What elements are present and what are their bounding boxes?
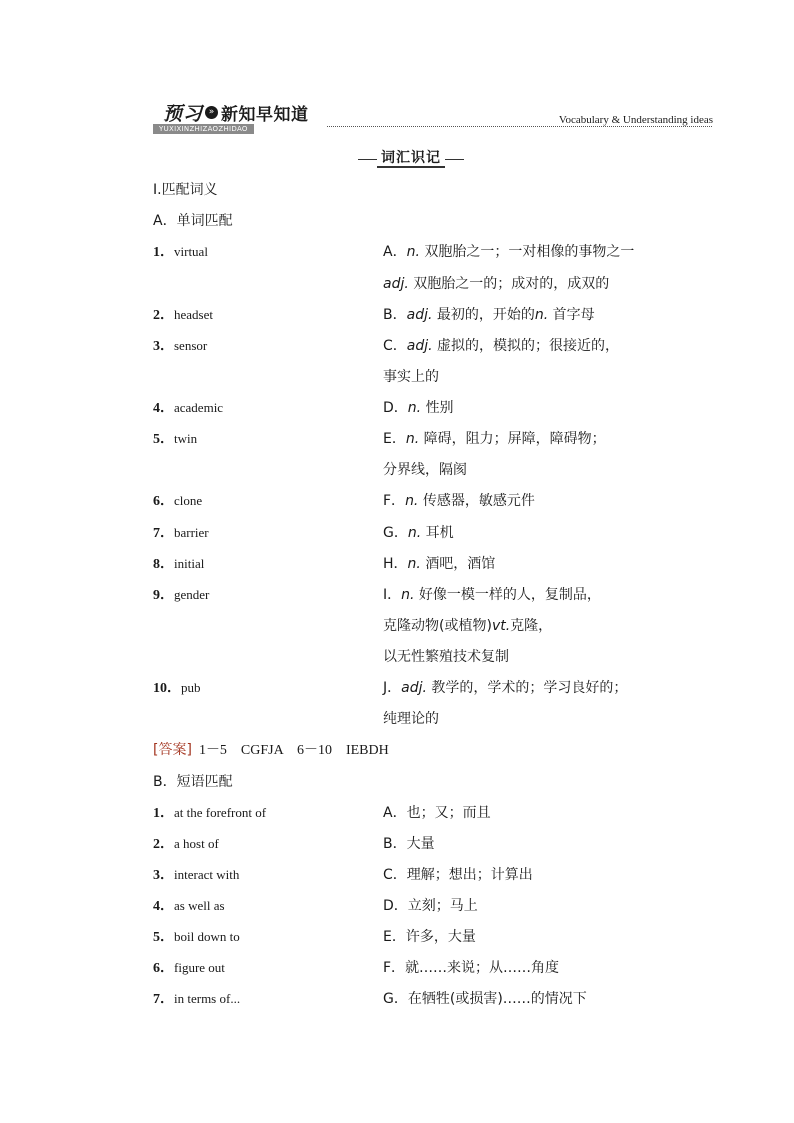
meaning-line [383,928,476,946]
item-word: sensor [174,338,208,353]
meaning-text: 分界线，隔阂 [383,462,467,478]
meaning-text: 理解；想出；计算出 [406,867,533,883]
item-phrase: figure out [174,960,225,975]
meaning-line [383,492,535,510]
meaning-letter: F． [383,960,406,976]
list-item [153,243,208,262]
item-number: 2． [153,837,174,852]
meaning-letter: G． [383,991,408,1007]
meaning-letter: E． [383,431,406,447]
item-phrase: as well as [174,898,225,913]
meaning-pos: n. [407,556,421,572]
meaning-line [383,399,454,417]
list-item [153,555,204,574]
meaning-line [383,337,619,355]
meaning-line [383,368,439,386]
badge-line-right [445,159,464,160]
list-item [153,524,209,543]
item-word: pub [181,680,201,695]
item-phrase: a host of [174,836,219,851]
list-item [153,990,240,1009]
list-item [153,586,209,605]
item-phrase: at the forefront of [174,805,267,820]
meaning-pos: adj. [383,276,409,292]
list-item [153,897,225,916]
part1-a-heading: A．单词匹配 [153,213,233,229]
meaning-text: 在牺牲(或损害)……的情况下 [407,991,587,1007]
item-number: 7． [153,526,174,541]
meaning-line [383,243,634,261]
meaning-line [383,524,454,542]
item-number: 4． [153,401,174,416]
item-number: 4． [153,899,174,914]
meaning-line [383,617,552,635]
item-word: virtual [174,244,208,259]
meaning-text-2: 克隆， [510,618,553,634]
list-item [153,866,239,885]
meaning-pos-2: vt. [491,618,511,634]
meaning-line [383,990,587,1008]
meaning-line [383,430,606,448]
meaning-text: 性别 [425,400,454,416]
list-item [153,399,223,418]
meaning-pos: n. [407,525,422,541]
meaning-text: 双胞胎之一；一对相像的事物之一 [424,244,635,260]
meaning-line [383,586,601,604]
meaning-letter: C． [383,867,407,883]
meaning-text: 也；又；而且 [406,805,491,821]
item-phrase: interact with [174,867,240,882]
meaning-pos: n. [405,493,419,509]
meaning-text: 纯理论的 [383,711,439,727]
meaning-text: 耳机 [425,525,454,541]
meaning-letter: G． [383,525,408,541]
meaning-text: 克隆动物(或植物) [383,618,492,634]
header-divider [327,126,712,127]
item-number: 3． [153,868,174,883]
item-word: initial [174,556,205,571]
list-item [153,835,219,854]
meaning-letter: D． [383,400,408,416]
page-header [153,100,713,134]
item-word: twin [174,431,198,446]
meaning-text: 许多，大量 [405,929,476,945]
answer-label: [答案] [153,742,192,758]
item-number: 8． [153,557,174,572]
meaning-text: 立刻；马上 [407,898,478,914]
list-item [153,679,201,698]
answer-text: 1－5 CGFJA 6－10 IEBDH [198,743,389,758]
meaning-pos: n. [405,431,420,447]
meaning-letter: E． [383,929,406,945]
meaning-text: 好像一模一样的人，复制品， [418,587,601,603]
item-number: 6． [153,494,174,509]
item-word: academic [174,400,224,415]
list-item [153,337,207,356]
meaning-pos: n. [406,244,420,260]
header-subtitle: Vocabulary & Understanding ideas [558,114,713,126]
meaning-pos: adj. [406,338,433,354]
meaning-letter: A． [383,805,407,821]
item-word: clone [174,493,203,508]
section-badge [358,150,464,168]
meaning-text: 事实上的 [383,369,439,385]
meaning-text: 大量 [406,836,435,852]
list-item [153,804,266,823]
meaning-letter: I． [383,587,402,603]
item-number: 5． [153,432,174,447]
meaning-letter: D． [383,898,408,914]
item-number: 9． [153,588,174,603]
meaning-text: 双胞胎之一的；成对的，成双的 [413,276,610,292]
item-number: 3． [153,339,174,354]
meaning-text-2: 首字母 [552,307,595,323]
meaning-line [383,804,491,822]
item-number: 1． [153,245,174,260]
item-number: 6． [153,961,174,976]
section-badge-label: 词汇识记 [377,150,445,168]
meaning-line [383,866,533,884]
header-pinyin: YUXIXINZHIZAOZHIDAO [153,124,254,134]
meaning-pos: n. [401,587,415,603]
meaning-line [383,679,627,697]
item-number: 10． [153,681,181,696]
meaning-text: 障碍，阻力；屏障，障碍物； [423,431,606,447]
meaning-letter: F． [383,493,406,509]
meaning-pos: adj. [401,680,427,696]
list-item [153,492,202,511]
list-item [153,430,197,449]
part1-heading: Ⅰ.匹配词义 [153,182,218,198]
badge-line-left [358,159,377,160]
meaning-text: 以无性繁殖技术复制 [383,649,509,665]
meaning-text: 就……来说；从……角度 [405,960,560,976]
meaning-line [383,555,495,573]
meaning-line [383,897,478,915]
meaning-line [383,648,509,666]
list-item [153,959,225,978]
meaning-line [383,835,435,853]
answer-line [153,741,389,760]
meaning-pos: adj. [406,307,433,323]
meaning-letter: J． [383,680,402,696]
header-yuxi: 预习 [163,102,204,125]
list-item [153,928,240,947]
item-number: 5． [153,930,174,945]
meaning-line [383,275,609,293]
meaning-letter: A． [383,244,407,260]
header-title: 新知早知道 [221,104,309,125]
meaning-pos: n. [407,400,422,416]
part-b-heading: B．短语匹配 [153,774,233,790]
meaning-letter: B． [383,307,407,323]
item-word: gender [174,587,210,602]
item-phrase: in terms of... [174,991,241,1006]
meaning-line [383,306,595,324]
item-number: 1． [153,806,174,821]
meaning-letter: B． [383,836,407,852]
list-item [153,306,213,325]
item-word: barrier [174,525,209,540]
meaning-text: 酒吧，酒馆 [425,556,496,572]
meaning-text: 教学的，学术的；学习良好的； [431,680,628,696]
header-title-group [163,100,309,124]
item-number: 2． [153,308,174,323]
meaning-line [383,959,559,977]
meaning-text: 传感器，敏感元件 [422,493,535,509]
meaning-line [383,710,439,728]
meaning-text: 虚拟的，模拟的；很接近的， [437,338,620,354]
meaning-letter: H． [383,556,408,572]
item-word: headset [174,307,213,322]
meaning-pos-2: n. [534,307,549,323]
chevron-right-icon: » [205,106,218,119]
item-number: 7． [153,992,174,1007]
item-phrase: boil down to [174,929,240,944]
meaning-letter: C． [383,338,407,354]
meaning-line [383,461,467,479]
meaning-text: 最初的，开始的 [436,307,535,323]
